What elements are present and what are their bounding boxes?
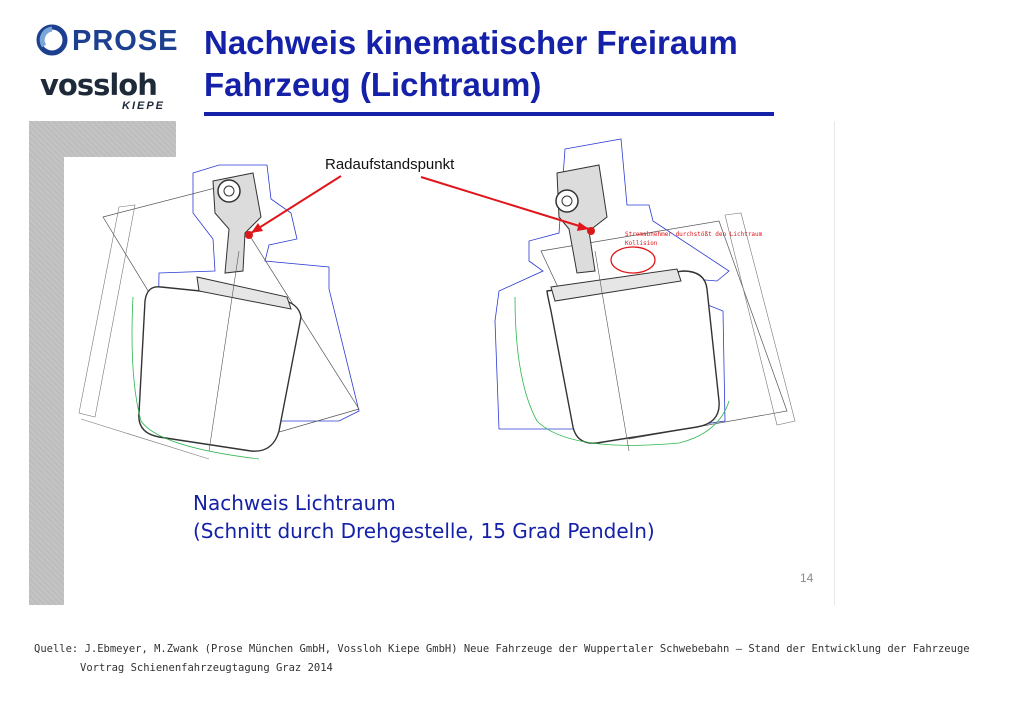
car-body-left bbox=[139, 287, 301, 451]
label-radaufstandspunkt: Radaufstandspunkt bbox=[325, 156, 455, 173]
right-cross-section bbox=[495, 139, 795, 451]
title-underline bbox=[204, 112, 774, 116]
collision-marker bbox=[611, 247, 655, 273]
page-number: 14 bbox=[800, 571, 814, 585]
source-line-2: Vortrag Schienenfahrzeugtagung Graz 2014 bbox=[80, 662, 333, 674]
source-line-1: Quelle: J.Ebmeyer, M.Zwank (Prose München GmbH, Vossloh Kiepe GmbH) Neue Fahrzeuge der Wuppertaler Schwebebahn – Stand der Entwicklung der Fahrzeuge bbox=[34, 643, 970, 655]
slide-title bbox=[204, 22, 804, 106]
annotation-collision: Stromabnehmer durchstößt den Lichtraum bbox=[625, 231, 763, 238]
caption-line-1: Nachweis Lichtraum bbox=[193, 491, 396, 515]
annotation-kollision: Kollision bbox=[625, 240, 658, 247]
title-line-1: Nachweis kinematischer Freiraum bbox=[204, 24, 738, 61]
bogie-right bbox=[557, 165, 607, 273]
clearance-drawing bbox=[29, 121, 834, 491]
dimension-line-left bbox=[79, 205, 135, 417]
title-line-2: Fahrzeug (Lichtraum) bbox=[204, 66, 542, 103]
dimension-line-right bbox=[725, 213, 795, 425]
caption-line-2: (Schnitt durch Drehgestelle, 15 Grad Pendeln) bbox=[193, 519, 655, 543]
left-cross-section bbox=[79, 165, 359, 459]
leader-line-left bbox=[251, 176, 341, 233]
kiepe-logo: KIEPE bbox=[122, 100, 166, 112]
wheel-right bbox=[556, 190, 578, 212]
wheel-left bbox=[218, 180, 240, 202]
prose-logo-text: PROSE bbox=[72, 25, 179, 57]
vossloh-logo: vossloh bbox=[40, 68, 157, 102]
